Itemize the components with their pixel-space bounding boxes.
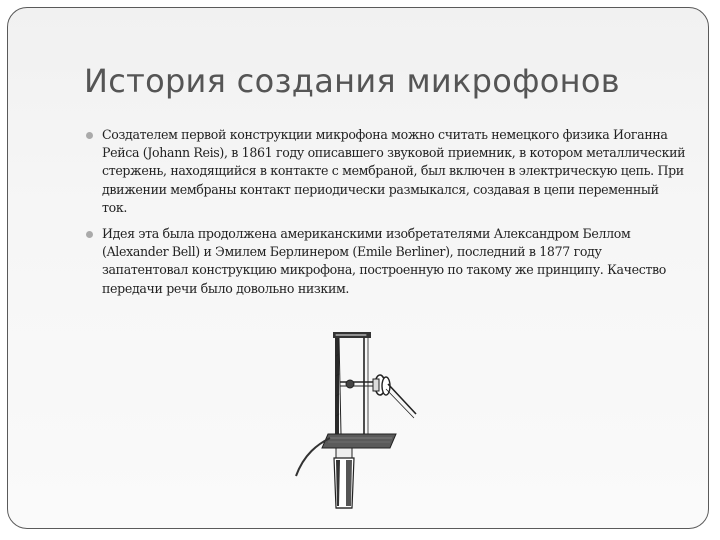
bullet-text: Создателем первой конструкции микрофона можно считать немецкого физика Иоганна Рейса (Johann Reis), в 1861 году описавшего звуковой приемник, в котором металлический стержень, находящийся в контакте с мембраной, был включен в электрическую цепь. При движении мембраны контакт периодически размыкался, создавая в цепи переменный ток.: [102, 127, 686, 215]
bullet-text: Идея эта была продолжена американскими изобретателями Александром Беллом (Alexander Bell) и Эмилем Берлинером (Emile Berliner), последний в 1877 году запатентовал конструкцию микрофона, построенную по такому же принципу. Качество передачи речи было довольно низким.: [102, 226, 667, 296]
slide-title: История создания микрофонов: [84, 62, 620, 100]
slide: [7, 7, 709, 529]
contact-mechanism: [340, 375, 416, 418]
mouthpiece-tube: [334, 448, 354, 508]
reis-microphone-illustration: [278, 326, 428, 516]
bullet-dot-icon: [86, 231, 93, 238]
bullet-item: [86, 126, 686, 217]
bullet-dot-icon: [86, 132, 93, 139]
bullet-item: [86, 225, 686, 298]
bullet-list: [86, 126, 686, 306]
